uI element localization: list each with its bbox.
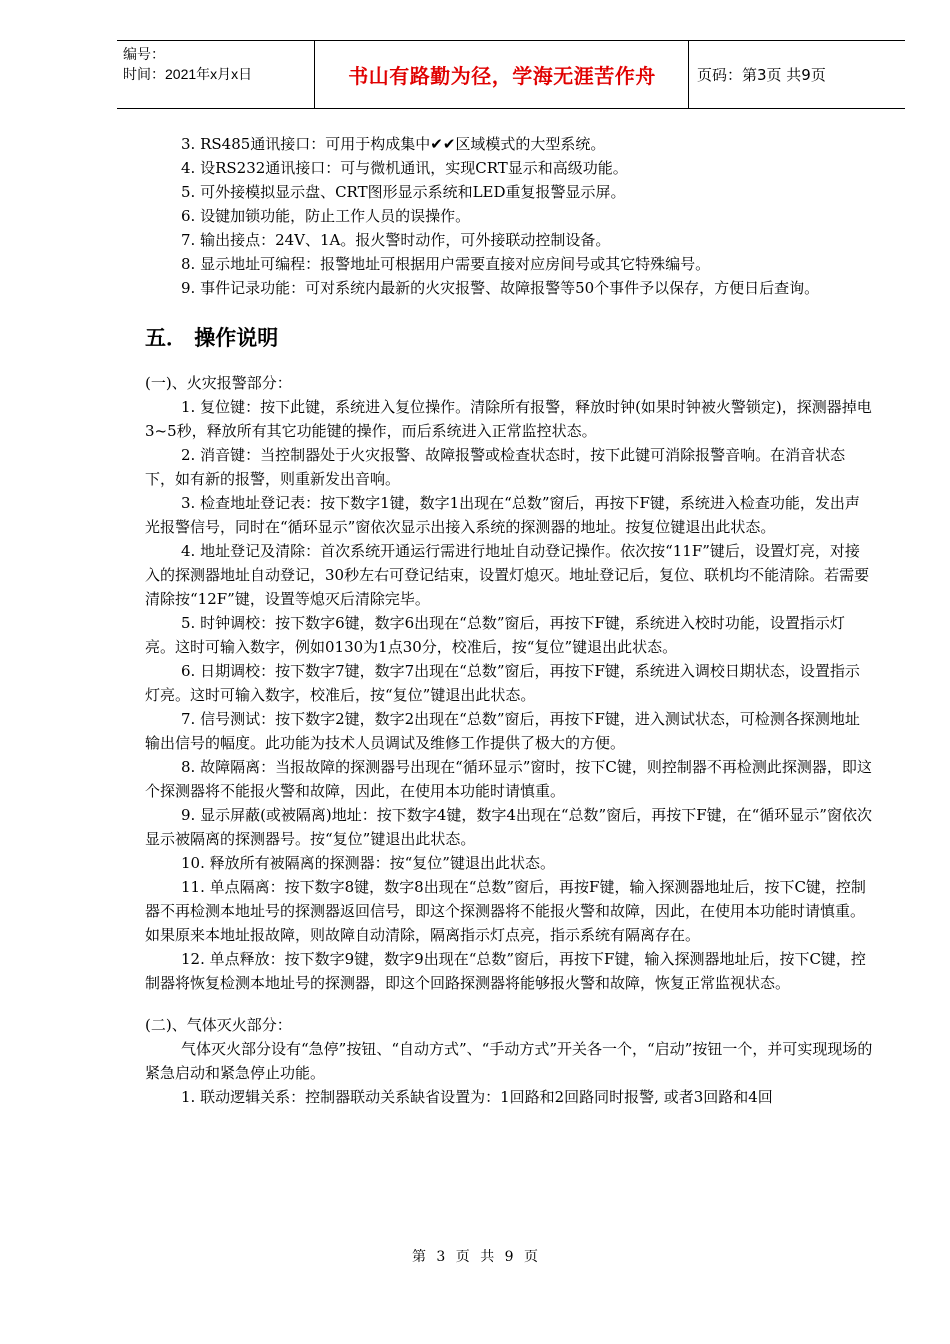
operation-item: 10. 释放所有被隔离的探测器：按“复位”键退出此状态。 [181,854,555,872]
gas-intro: 气体灭火部分设有“急停”按钮、“自动方式”、“手动方式”开关各一个，“启动”按钮一个，并可实现现场的紧急启动和紧急停止功能。 [145,1040,873,1082]
footer-total-pages: 9 [504,1249,514,1265]
header-motto: 书山有路勤为径，学海无涯苦作舟 [316,41,689,108]
operation-item: 3. 检查地址登记表：按下数字1键，数字1出现在“总数”窗后，再按下F键，系统进入检查功能，发出声光报警信号，同时在“循环显示”窗依次显示出接入系统的探测器的地址。按复位键退出此状态。 [145,494,860,536]
time-label: 时间：2021年x月x日 [123,66,253,82]
feature-item: 6. 设键加锁功能，防止工作人员的误操作。 [181,207,471,225]
gas-item: 1. 联动逻辑关系：控制器联动关系缺省设置为：1回路和2回路同时报警, 或者3回路和4回 [181,1088,773,1106]
subsection-title-fire: (一)、火灾报警部分： [145,374,292,392]
feature-item: 4. 设RS232通讯接口：可与微机通讯，实现CRT显示和高级功能。 [181,159,628,177]
document-body [145,132,873,1109]
operation-item: 6. 日期调校：按下数字7键，数字7出现在“总数”窗后，再按下F键，系统进入调校日期状态，设置指示灯亮。这时可输入数字，校准后，按“复位”键退出此状态。 [145,662,860,704]
feature-item: 8. 显示地址可编程：报警地址可根据用户需要直接对应房间号或其它特殊编号。 [181,255,711,273]
header-meta [117,41,315,108]
operation-item: 12. 单点释放：按下数字9键，数字9出现在“总数”窗后，再按下F键，输入探测器地址后，按下C键，控制器将恢复检测本地址号的探测器，即这个回路探测器将能够报火警和故障，恢复正常监视状态。 [145,950,866,992]
footer-page-number: 3 [436,1249,446,1265]
operation-item: 9. 显示屏蔽(或被隔离)地址：按下数字4键，数字4出现在“总数”窗后，再按下F键，在“循环显示”窗依次显示被隔离的探测器号。按“复位”键退出此状态。 [145,806,872,848]
footer-ye: 页 [455,1249,470,1265]
footer-gong: 共 [480,1249,495,1265]
operation-item: 11. 单点隔离：按下数字8键，数字8出现在“总数”窗后，再按F键，输入探测器地址后，按下C键，控制器不再检测本地址号的探测器返回信号，即这个探测器将不能报火警和故障，因此，在使用本功能时请慎重。如果原来本地址报故障，则故障自动清除，隔离指示灯点亮，指示系统有隔离存在。 [145,878,866,944]
subsection-title-gas: (二)、气体灭火部分： [145,1016,292,1034]
feature-item: 5. 可外接模拟显示盘、CRT图形显示系统和LED重复报警显示屏。 [181,183,626,201]
operation-item: 1. 复位键：按下此键，系统进入复位操作。清除所有报警，释放时钟(如果时钟被火警锁定)，探测器掉电3~5秒，释放所有其它功能键的操作，而后系统进入正常监控状态。 [145,398,872,440]
code-label: 编号： [123,46,165,62]
feature-item: 3. RS485通讯接口：可用于构成集中✔✔区域模式的大型系统。 [181,135,606,153]
operation-item: 7. 信号测试：按下数字2键，数字2出现在“总数”窗后，再按下F键，进入测试状态，可检测各探测地址输出信号的幅度。此功能为技术人员调试及维修工作提供了极大的方便。 [145,710,860,752]
page-footer [0,1246,950,1266]
operation-item: 8. 故障隔离：当报故障的探测器号出现在“循环显示”窗时，按下C键，则控制器不再检测此探测器，即这个探测器将不能报火警和故障，因此，在使用本功能时请慎重。 [145,758,872,800]
spacer [145,995,873,1013]
feature-item: 7. 输出接点：24V、1A。报火警时动作，可外接联动控制设备。 [181,231,611,249]
header-page-info: 页码：第3页 共9页 [697,66,826,84]
feature-item: 9. 事件记录功能：可对系统内最新的火灾报警、故障报警等50个事件予以保存，方便日后查询。 [181,279,820,297]
page-header [117,40,905,109]
section-title: 五． 操作说明 [145,326,279,350]
operation-item: 5. 时钟调校：按下数字6键，数字6出现在“总数”窗后，再按下F键，系统进入校时功能，设置指示灯亮。这时可输入数字，例如0130为1点30分，校准后，按“复位”键退出此状态。 [145,614,845,656]
footer-ye: 页 [524,1249,539,1265]
operation-item: 4. 地址登记及清除：首次系统开通运行需进行地址自动登记操作。依次按“11F”键后，设置灯亮，对接入的探测器地址自动登记，30秒左右可登记结束，设置灯熄灭。地址登记后，复位、联机均不能清除。若需要清除按“12F”键，设置等熄灭后清除完毕。 [145,542,870,608]
operation-item: 2. 消音键：当控制器处于火灾报警、故障报警或检查状态时，按下此键可消除报警音响。在消音状态下，如有新的报警，则重新发出音响。 [145,446,846,488]
footer-di: 第 [411,1249,426,1265]
